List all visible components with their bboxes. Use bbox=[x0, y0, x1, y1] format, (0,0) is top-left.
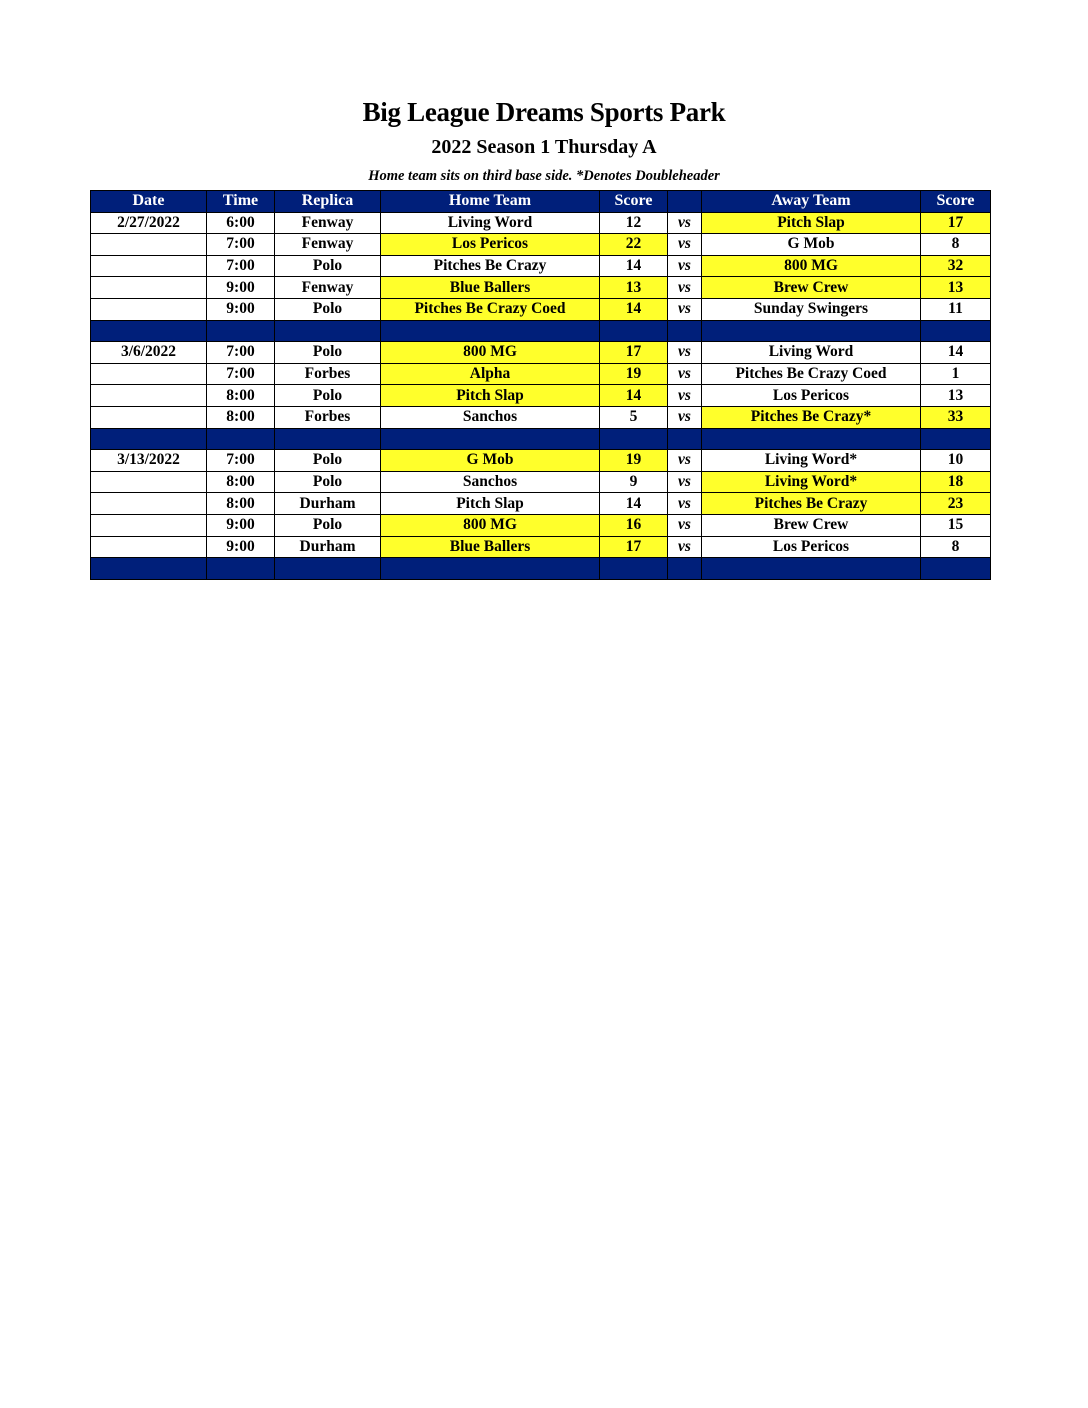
home-score-cell: 16 bbox=[600, 514, 668, 536]
date-cell bbox=[91, 363, 207, 385]
separator-cell bbox=[91, 428, 207, 450]
page-title: Big League Dreams Sports Park bbox=[362, 97, 726, 127]
date-cell bbox=[91, 471, 207, 493]
replica-cell: Polo bbox=[275, 342, 381, 364]
vs-cell: vs bbox=[668, 536, 702, 558]
home-score-cell: 13 bbox=[600, 277, 668, 299]
date-cell bbox=[91, 234, 207, 256]
home-team-cell: Living Word bbox=[381, 212, 600, 234]
away-team-cell: Living Word bbox=[702, 342, 921, 364]
away-team-cell: 800 MG bbox=[702, 255, 921, 277]
schedule-body bbox=[91, 212, 991, 579]
separator-row bbox=[91, 320, 991, 342]
vs-cell: vs bbox=[668, 277, 702, 299]
replica-cell: Polo bbox=[275, 450, 381, 472]
home-team-cell: Alpha bbox=[381, 363, 600, 385]
time-cell: 7:00 bbox=[207, 363, 275, 385]
home-score-cell: 22 bbox=[600, 234, 668, 256]
away-score-cell: 32 bbox=[921, 255, 991, 277]
table-row bbox=[91, 471, 991, 493]
home-score-cell: 14 bbox=[600, 385, 668, 407]
home-score-cell: 14 bbox=[600, 298, 668, 320]
separator-cell bbox=[600, 320, 668, 342]
away-team-cell: G Mob bbox=[702, 234, 921, 256]
away-score-cell: 13 bbox=[921, 385, 991, 407]
vs-cell: vs bbox=[668, 298, 702, 320]
time-cell: 8:00 bbox=[207, 385, 275, 407]
separator-cell bbox=[275, 428, 381, 450]
time-cell: 7:00 bbox=[207, 342, 275, 364]
separator-cell bbox=[668, 558, 702, 580]
away-team-cell: Pitch Slap bbox=[702, 212, 921, 234]
replica-cell: Polo bbox=[275, 471, 381, 493]
table-row bbox=[91, 298, 991, 320]
away-score-cell: 17 bbox=[921, 212, 991, 234]
table-row bbox=[91, 234, 991, 256]
vs-cell: vs bbox=[668, 342, 702, 364]
date-cell bbox=[91, 277, 207, 299]
separator-cell bbox=[207, 428, 275, 450]
away-score-cell: 10 bbox=[921, 450, 991, 472]
away-team-cell: Pitches Be Crazy Coed bbox=[702, 363, 921, 385]
vs-cell: vs bbox=[668, 385, 702, 407]
away-team-cell: Brew Crew bbox=[702, 277, 921, 299]
separator-cell bbox=[207, 558, 275, 580]
home-team-cell: Blue Ballers bbox=[381, 536, 600, 558]
home-team-cell: Blue Ballers bbox=[381, 277, 600, 299]
separator-cell bbox=[381, 558, 600, 580]
replica-cell: Durham bbox=[275, 493, 381, 515]
table-row bbox=[91, 493, 991, 515]
date-cell bbox=[91, 385, 207, 407]
vs-cell: vs bbox=[668, 212, 702, 234]
table-row bbox=[91, 342, 991, 364]
replica-cell: Fenway bbox=[275, 234, 381, 256]
table-row bbox=[91, 277, 991, 299]
time-cell: 7:00 bbox=[207, 234, 275, 256]
date-cell bbox=[91, 255, 207, 277]
date-cell: 3/6/2022 bbox=[91, 342, 207, 364]
table-row bbox=[91, 212, 991, 234]
vs-cell: vs bbox=[668, 514, 702, 536]
col-header-date: Date bbox=[91, 191, 207, 213]
away-score-cell: 8 bbox=[921, 234, 991, 256]
home-team-cell: Sanchos bbox=[381, 471, 600, 493]
away-score-cell: 1 bbox=[921, 363, 991, 385]
home-score-cell: 17 bbox=[600, 536, 668, 558]
away-team-cell: Pitches Be Crazy* bbox=[702, 406, 921, 428]
away-team-cell: Living Word* bbox=[702, 450, 921, 472]
time-cell: 9:00 bbox=[207, 298, 275, 320]
col-header-away-team: Away Team bbox=[702, 191, 921, 213]
separator-cell bbox=[275, 558, 381, 580]
date-cell bbox=[91, 493, 207, 515]
away-score-cell: 33 bbox=[921, 406, 991, 428]
separator-cell bbox=[668, 428, 702, 450]
home-team-cell: 800 MG bbox=[381, 514, 600, 536]
header-row bbox=[91, 191, 991, 213]
col-header-replica: Replica bbox=[275, 191, 381, 213]
table-row bbox=[91, 536, 991, 558]
away-score-cell: 14 bbox=[921, 342, 991, 364]
date-cell: 2/27/2022 bbox=[91, 212, 207, 234]
home-team-cell: G Mob bbox=[381, 450, 600, 472]
date-cell bbox=[91, 536, 207, 558]
home-score-cell: 17 bbox=[600, 342, 668, 364]
col-header-vs bbox=[668, 191, 702, 213]
table-row bbox=[91, 385, 991, 407]
time-cell: 9:00 bbox=[207, 514, 275, 536]
home-team-cell: Pitches Be Crazy Coed bbox=[381, 298, 600, 320]
home-score-cell: 5 bbox=[600, 406, 668, 428]
away-score-cell: 23 bbox=[921, 493, 991, 515]
separator-cell bbox=[921, 428, 991, 450]
table-row bbox=[91, 406, 991, 428]
home-score-cell: 9 bbox=[600, 471, 668, 493]
replica-cell: Forbes bbox=[275, 406, 381, 428]
home-score-cell: 12 bbox=[600, 212, 668, 234]
away-team-cell: Brew Crew bbox=[702, 514, 921, 536]
time-cell: 8:00 bbox=[207, 493, 275, 515]
col-header-away-score: Score bbox=[921, 191, 991, 213]
away-team-cell: Pitches Be Crazy bbox=[702, 493, 921, 515]
table-row bbox=[91, 255, 991, 277]
away-team-cell: Los Pericos bbox=[702, 385, 921, 407]
home-team-cell: 800 MG bbox=[381, 342, 600, 364]
time-cell: 9:00 bbox=[207, 277, 275, 299]
away-score-cell: 15 bbox=[921, 514, 991, 536]
separator-cell bbox=[91, 558, 207, 580]
time-cell: 7:00 bbox=[207, 450, 275, 472]
table-row bbox=[91, 450, 991, 472]
away-score-cell: 8 bbox=[921, 536, 991, 558]
home-team-cell: Pitches Be Crazy bbox=[381, 255, 600, 277]
header-note: Home team sits on third base side. *Denotes Doubleheader bbox=[368, 168, 720, 184]
table-row bbox=[91, 363, 991, 385]
vs-cell: vs bbox=[668, 234, 702, 256]
separator-cell bbox=[702, 558, 921, 580]
away-team-cell: Sunday Swingers bbox=[702, 298, 921, 320]
table-row bbox=[91, 514, 991, 536]
date-cell bbox=[91, 514, 207, 536]
schedule-table bbox=[90, 190, 991, 580]
home-score-cell: 19 bbox=[600, 450, 668, 472]
vs-cell: vs bbox=[668, 406, 702, 428]
away-score-cell: 11 bbox=[921, 298, 991, 320]
separator-row bbox=[91, 428, 991, 450]
replica-cell: Forbes bbox=[275, 363, 381, 385]
date-cell bbox=[91, 298, 207, 320]
separator-cell bbox=[702, 320, 921, 342]
replica-cell: Polo bbox=[275, 298, 381, 320]
separator-cell bbox=[668, 320, 702, 342]
separator-cell bbox=[275, 320, 381, 342]
page-subtitle: 2022 Season 1 Thursday A bbox=[431, 136, 657, 158]
away-team-cell: Living Word* bbox=[702, 471, 921, 493]
separator-row bbox=[91, 558, 991, 580]
replica-cell: Durham bbox=[275, 536, 381, 558]
replica-cell: Fenway bbox=[275, 212, 381, 234]
replica-cell: Polo bbox=[275, 514, 381, 536]
vs-cell: vs bbox=[668, 493, 702, 515]
separator-cell bbox=[921, 558, 991, 580]
away-score-cell: 13 bbox=[921, 277, 991, 299]
col-header-time: Time bbox=[207, 191, 275, 213]
replica-cell: Fenway bbox=[275, 277, 381, 299]
separator-cell bbox=[91, 320, 207, 342]
vs-cell: vs bbox=[668, 471, 702, 493]
col-header-home-team: Home Team bbox=[381, 191, 600, 213]
separator-cell bbox=[702, 428, 921, 450]
time-cell: 9:00 bbox=[207, 536, 275, 558]
separator-cell bbox=[381, 320, 600, 342]
date-cell: 3/13/2022 bbox=[91, 450, 207, 472]
away-team-cell: Los Pericos bbox=[702, 536, 921, 558]
replica-cell: Polo bbox=[275, 255, 381, 277]
date-cell bbox=[91, 406, 207, 428]
replica-cell: Polo bbox=[275, 385, 381, 407]
separator-cell bbox=[600, 558, 668, 580]
home-team-cell: Pitch Slap bbox=[381, 493, 600, 515]
col-header-home-score: Score bbox=[600, 191, 668, 213]
home-team-cell: Sanchos bbox=[381, 406, 600, 428]
home-team-cell: Los Pericos bbox=[381, 234, 600, 256]
separator-cell bbox=[921, 320, 991, 342]
home-score-cell: 19 bbox=[600, 363, 668, 385]
time-cell: 6:00 bbox=[207, 212, 275, 234]
vs-cell: vs bbox=[668, 363, 702, 385]
home-score-cell: 14 bbox=[600, 493, 668, 515]
separator-cell bbox=[207, 320, 275, 342]
away-score-cell: 18 bbox=[921, 471, 991, 493]
time-cell: 8:00 bbox=[207, 471, 275, 493]
separator-cell bbox=[600, 428, 668, 450]
vs-cell: vs bbox=[668, 450, 702, 472]
home-score-cell: 14 bbox=[600, 255, 668, 277]
separator-cell bbox=[381, 428, 600, 450]
time-cell: 7:00 bbox=[207, 255, 275, 277]
home-team-cell: Pitch Slap bbox=[381, 385, 600, 407]
vs-cell: vs bbox=[668, 255, 702, 277]
time-cell: 8:00 bbox=[207, 406, 275, 428]
